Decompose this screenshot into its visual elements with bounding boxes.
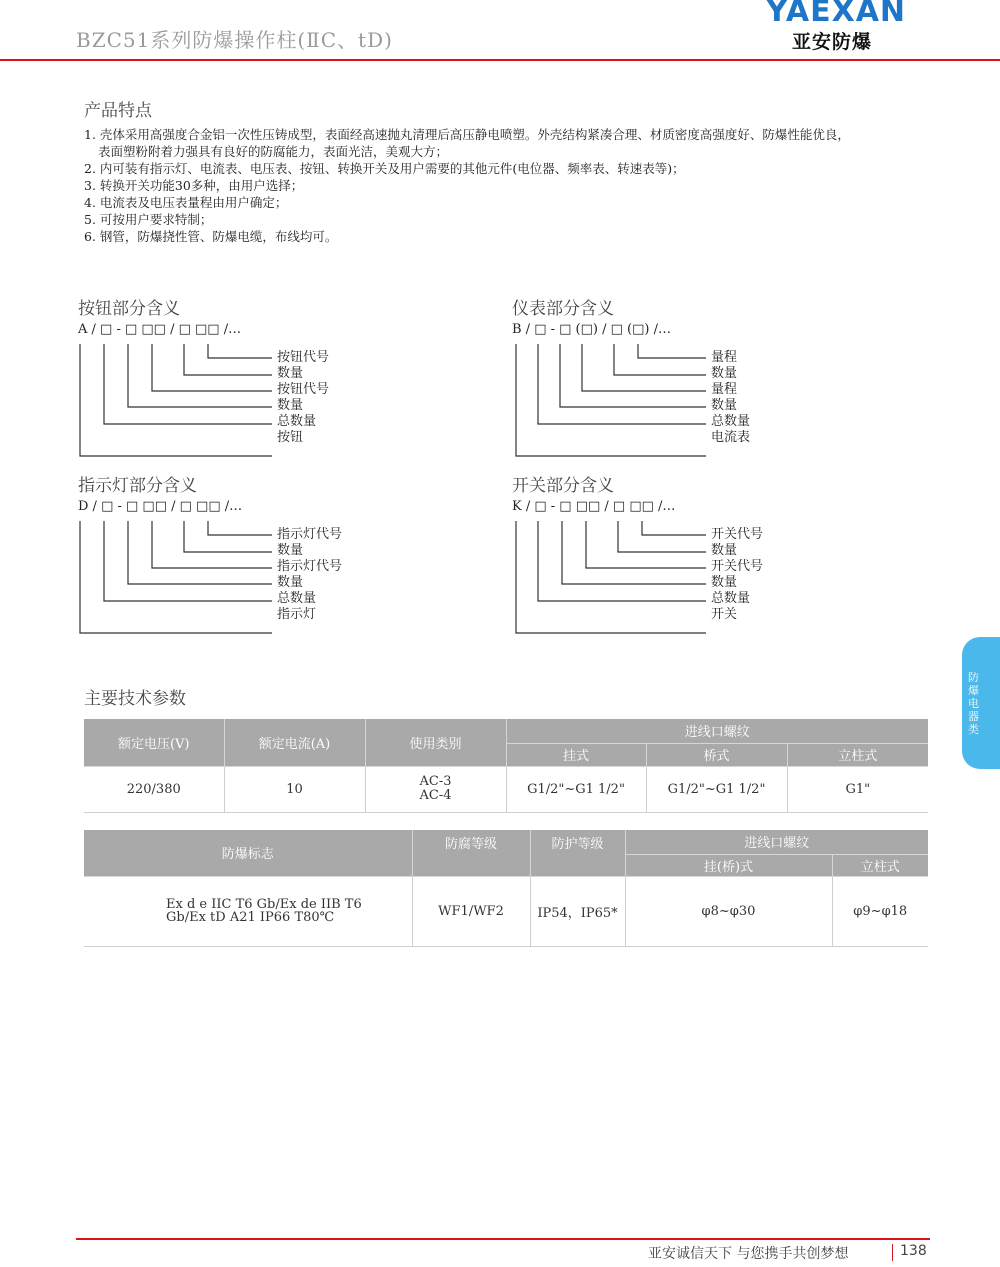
side-tab-label: 防爆电器类 (968, 671, 979, 736)
list-item: 3. 转换开关功能30多种，由用户选择； (84, 178, 304, 193)
header-column-type: 立柱式 (832, 854, 928, 876)
electrical-spec-table (84, 719, 928, 813)
category-line: AC-3 (419, 774, 452, 789)
brand-logo-text: YAEXAN (766, 0, 907, 29)
label-button: 按钮 (277, 430, 304, 445)
label-quantity: 数量 (277, 575, 304, 590)
header-protection-grade: 防护等级 (530, 830, 625, 876)
cell-ex-mark (84, 876, 412, 946)
list-item: 5. 可按用户要求特制； (84, 212, 213, 227)
label-ammeter: 电流表 (711, 430, 751, 445)
label-indicator-lamp: 指示灯 (277, 607, 317, 622)
lamp-bracket-lines (76, 515, 286, 637)
switch-diagram-title: 开关部分含义 (512, 476, 614, 496)
cell-current: 10 (224, 766, 365, 812)
cell-anticorrosion: WF1/WF2 (412, 876, 530, 946)
category-side-tab[interactable] (962, 637, 1000, 769)
header-inlet-thread: 进线口螺纹 (625, 830, 928, 854)
meter-labels (711, 350, 750, 446)
header-anticorrosion-grade: 防腐等级 (412, 830, 530, 876)
label-quantity: 数量 (711, 543, 738, 558)
label-quantity: 数量 (277, 398, 304, 413)
label-total-quantity: 总数量 (711, 591, 751, 606)
lamp-diagram-title: 指示灯部分含义 (78, 476, 197, 496)
meter-formula: B / □ - □ (□) / □ (□) /… (512, 322, 671, 337)
button-bracket-lines (76, 338, 286, 460)
header-inlet-thread: 进线口螺纹 (506, 719, 928, 743)
label-lamp-code: 指示灯代号 (277, 527, 343, 542)
header-rated-voltage: 额定电压(V) (84, 719, 224, 766)
label-switch-code: 开关代号 (711, 527, 764, 542)
list-item: 4. 电流表及电压表量程由用户确定； (84, 195, 288, 210)
label-button-code: 按钮代号 (277, 382, 330, 397)
label-total-quantity: 总数量 (277, 414, 317, 429)
header-hang-bridge-type: 挂(桥)式 (625, 854, 832, 876)
explosion-proof-spec-table (84, 830, 928, 947)
footer-divider (76, 1238, 930, 1240)
label-quantity: 数量 (711, 366, 738, 381)
header-hang-type: 挂式 (506, 743, 646, 766)
cell-column-thread: φ9~φ18 (832, 876, 928, 946)
features-title: 产品特点 (84, 101, 152, 121)
cell-bridge-thread: G1/2"~G1 1/2" (646, 766, 787, 812)
label-total-quantity: 总数量 (711, 414, 751, 429)
footer-separator (892, 1244, 893, 1261)
brand-logo-subtitle: 亚安防爆 (792, 31, 873, 53)
category-line: AC-4 (419, 788, 452, 803)
ex-mark-line: Ex d e IIC T6 Gb/Ex de IIB T6 (166, 897, 362, 912)
header-bridge-type: 桥式 (646, 743, 787, 766)
label-quantity: 数量 (277, 543, 304, 558)
switch-formula: K / □ - □ □□ / □ □□ /… (512, 499, 676, 514)
button-formula: A / □ - □ □□ / □ □□ /… (78, 322, 242, 337)
cell-protection: IP54，IP65* (530, 876, 625, 946)
cell-column-thread: G1" (787, 766, 928, 812)
footer-slogan: 亚安诚信天下 与您携手共创梦想 (648, 1246, 849, 1262)
cell-hang-thread: G1/2"~G1 1/2" (506, 766, 646, 812)
params-title: 主要技术参数 (84, 689, 186, 709)
button-labels (277, 350, 329, 446)
label-total-quantity: 总数量 (277, 591, 317, 606)
table-row (84, 766, 928, 812)
page-header-title: BZC51系列防爆操作柱(ⅡC、tD) (76, 28, 393, 52)
header-ex-mark: 防爆标志 (84, 830, 412, 876)
label-quantity: 数量 (711, 398, 738, 413)
features-list (84, 126, 974, 245)
lamp-labels (277, 527, 342, 623)
table-row (84, 876, 928, 946)
list-item: 6. 钢管，防爆挠性管、防爆电缆，布线均可。 (84, 229, 338, 244)
label-range: 量程 (711, 350, 738, 365)
label-switch: 开关 (711, 607, 738, 622)
header-usage-category: 使用类别 (365, 719, 506, 766)
ex-mark-line: Gb/Ex tD A21 IP66 T80℃ (166, 910, 335, 925)
header-divider (0, 59, 1000, 61)
switch-bracket-lines (510, 515, 720, 637)
meter-diagram-title: 仪表部分含义 (512, 299, 614, 319)
meter-bracket-lines (510, 338, 720, 460)
label-quantity: 数量 (711, 575, 738, 590)
label-lamp-code: 指示灯代号 (277, 559, 343, 574)
cell-category (365, 766, 506, 812)
header-rated-current: 额定电流(A) (224, 719, 365, 766)
label-button-code: 按钮代号 (277, 350, 330, 365)
button-diagram-title: 按钮部分含义 (78, 299, 180, 319)
cell-voltage: 220/380 (84, 766, 224, 812)
cell-hang-bridge-thread: φ8~φ30 (625, 876, 832, 946)
header-column-type: 立柱式 (787, 743, 928, 766)
page-number: 138 (900, 1243, 927, 1259)
label-quantity: 数量 (277, 366, 304, 381)
list-item: 1. 壳体采用高强度合金铝一次性压铸成型，表面经高速抛丸清理后高压静电喷塑。外壳结构紧凑合理、材质密度高强度好、防爆性能优良， (84, 127, 850, 142)
list-item: 表面塑粉附着力强具有良好的防腐能力，表面光洁，美观大方； (98, 144, 449, 159)
lamp-formula: D / □ - □ □□ / □ □□ /… (78, 499, 243, 514)
label-range: 量程 (711, 382, 738, 397)
label-switch-code: 开关代号 (711, 559, 764, 574)
switch-labels (711, 527, 763, 623)
list-item: 2. 内可装有指示灯、电流表、电压表、按钮、转换开关及用户需要的其他元件(电位器、频率表、转速表等)； (84, 161, 685, 176)
